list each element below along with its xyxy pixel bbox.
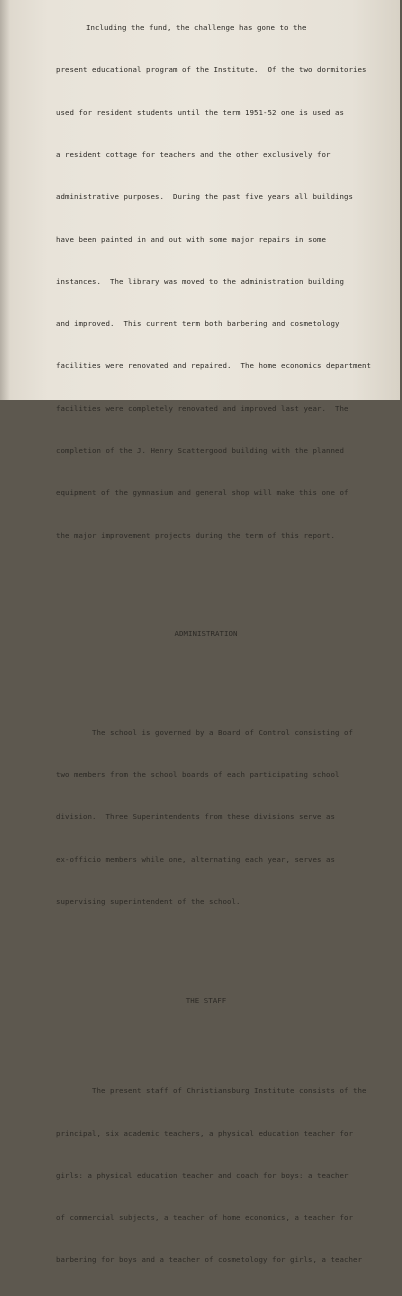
administration-line-3: division. Three Superintendents from these divisions serve as <box>56 812 335 822</box>
section-gap <box>56 951 402 965</box>
intro-line-12: equipment of the gymnasium and general shop will make this one of <box>56 488 349 498</box>
staff-heading: THE STAFF <box>185 995 227 1005</box>
intro-line-1: Including the fund, the challenge has gone to the <box>86 23 307 33</box>
intro-line-3: used for resident students until the term 1951-52 one is used as <box>56 107 344 117</box>
administration-line-5: supervising superintendent of the school. <box>56 897 241 906</box>
intro-line-7: instances. The library was moved to the administration building <box>56 276 344 286</box>
intro-line-8: and improved. This current term both barbering and cosmetology <box>56 319 340 329</box>
staff-line-4: of commercial subjects, a teacher of home economics, a teacher for <box>56 1213 353 1223</box>
intro-line-5: administrative purposes. During the past five years all buildings <box>56 192 353 202</box>
intro-line-9: facilities were renovated and repaired. The home economics department <box>56 361 371 371</box>
section-gap <box>56 1036 402 1042</box>
intro-line-2: present educational program of the Institute. Of the two dormitories <box>56 65 367 75</box>
staff-line-5: barbering for boys and a teacher of cosmetology for girls, a teacher <box>56 1255 362 1265</box>
page-edge-shadow <box>0 0 10 400</box>
document-text <box>56 0 402 1296</box>
staff-line-1: The present staff of Christiansburg Institute consists of the <box>92 1086 367 1096</box>
intro-line-11: completion of the J. Henry Scattergood building with the planned <box>56 446 344 455</box>
administration-line-1: The school is governed by a Board of Control consisting of <box>92 727 353 737</box>
staff-line-3: girls: a physical education teacher and coach for boys: a teacher <box>56 1170 349 1180</box>
intro-line-4: a resident cottage for teachers and the other exclusively for <box>56 150 331 160</box>
administration-heading: ADMINISTRATION <box>174 629 238 639</box>
staff-line-2: principal, six academic teachers, a physical education teacher for <box>56 1128 353 1138</box>
intro-line-6: have been painted in and out with some major repairs in some <box>56 234 326 244</box>
administration-line-4: ex-officio members while one, alternating each year, serves as <box>56 854 335 864</box>
administration-line-2: two members from the school boards of each participating school <box>56 770 340 780</box>
section-gap <box>56 585 402 599</box>
intro-line-13: the major improvement projects during the term of this report. <box>56 530 335 540</box>
intro-line-10: facilities were completely renovated and improved last year. The <box>56 403 349 413</box>
section-gap <box>56 670 402 684</box>
